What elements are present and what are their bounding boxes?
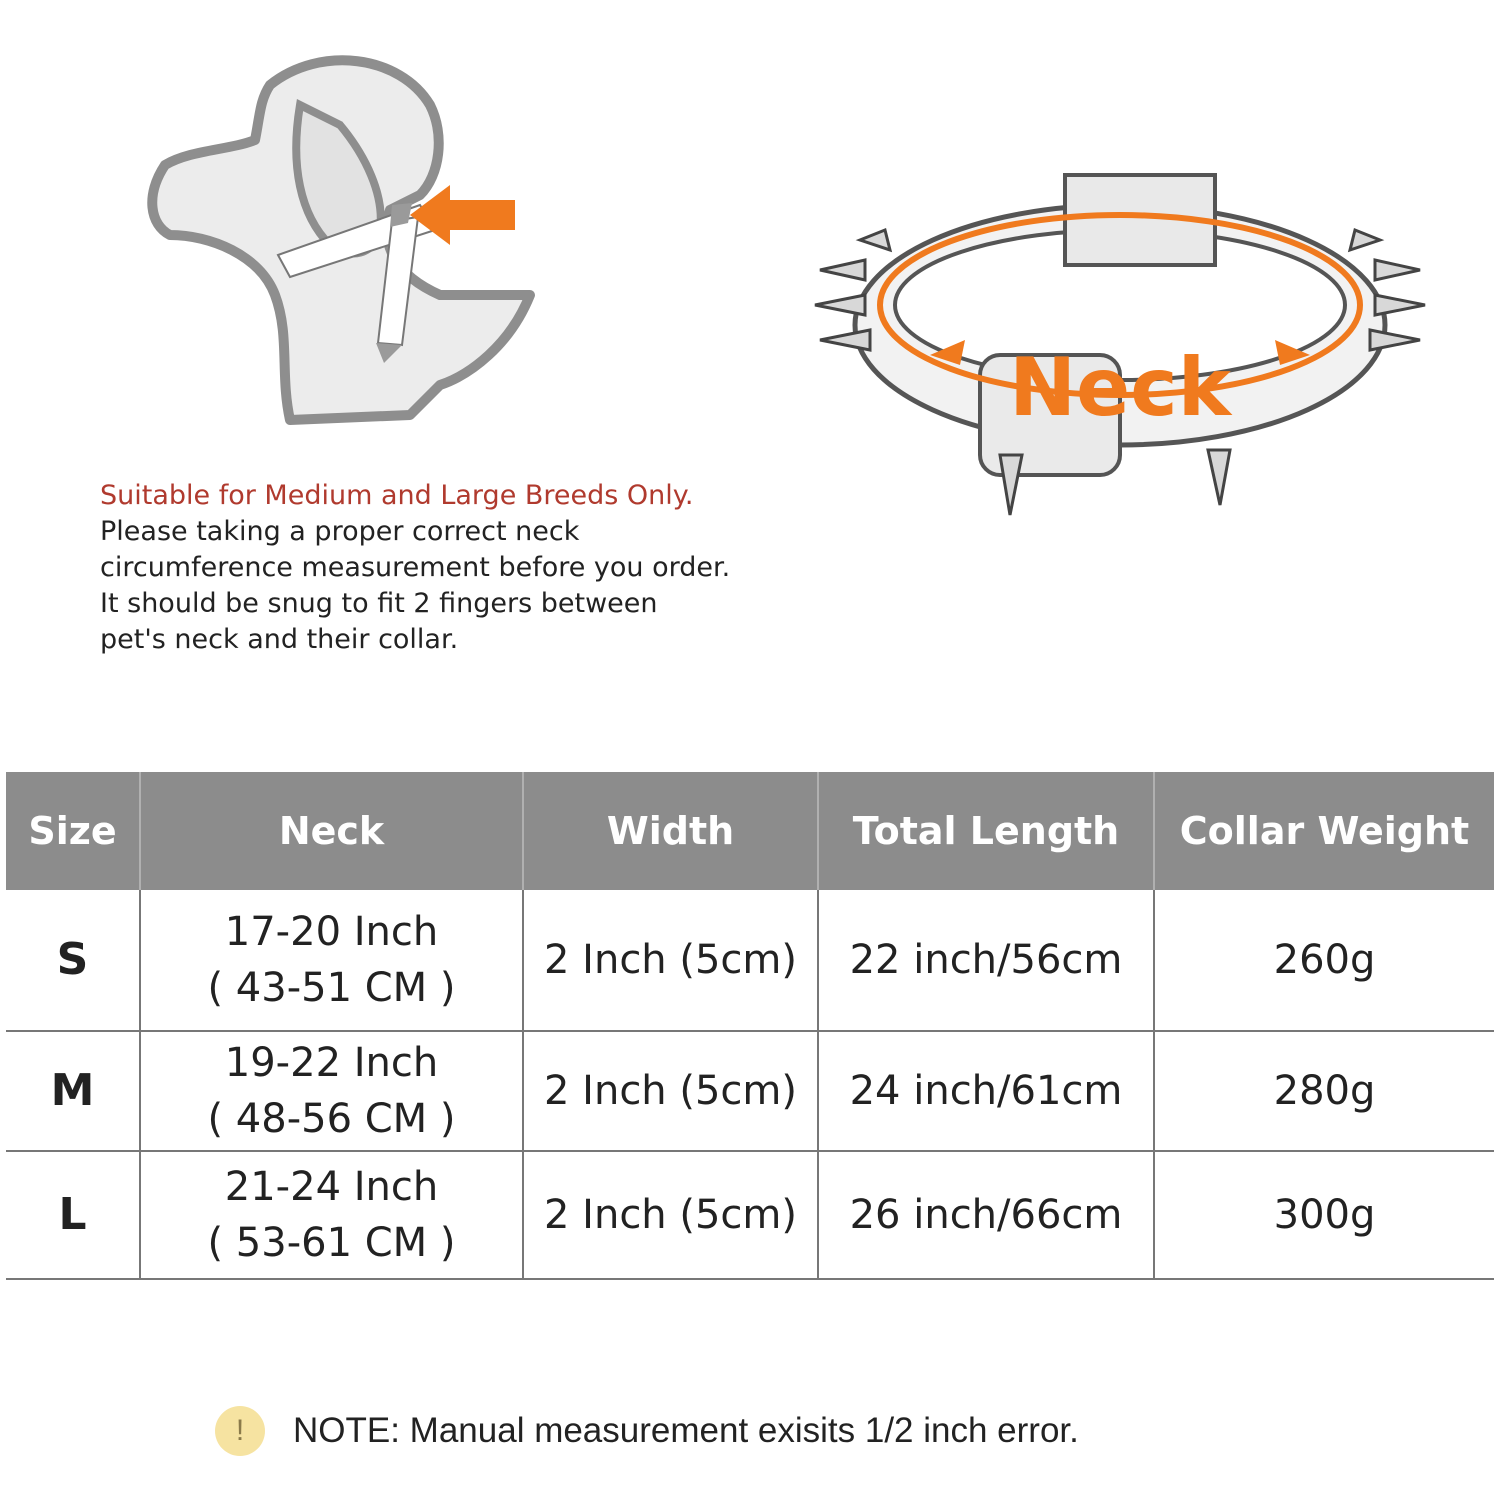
neck-inches: 21-24 Inch — [224, 1164, 439, 1210]
header-size: Size — [6, 772, 140, 890]
table-row — [6, 1031, 1494, 1151]
header-collar-weight: Collar Weight — [1154, 772, 1494, 890]
instruction-line: Please taking a proper correct neck — [100, 516, 580, 547]
neck-inches: 17-20 Inch — [224, 909, 439, 955]
header-neck: Neck — [140, 772, 523, 890]
warning-icon: ! — [215, 1406, 265, 1456]
table-row — [6, 890, 1494, 1031]
cell-neck — [140, 1031, 523, 1151]
cell-length: 22 inch/56cm — [818, 890, 1154, 1031]
table-header-row — [6, 772, 1494, 890]
instruction-line: circumference measurement before you order. — [100, 552, 731, 583]
size-chart-table — [6, 772, 1494, 1280]
neck-cm: ( 48-56 CM ) — [207, 1096, 456, 1142]
cell-weight: 260g — [1154, 890, 1494, 1031]
cell-weight: 300g — [1154, 1151, 1494, 1279]
collar-neck-label: Neck — [1009, 341, 1231, 434]
cell-weight: 280g — [1154, 1031, 1494, 1151]
table-row — [6, 1151, 1494, 1279]
neck-cm: ( 53-61 CM ) — [207, 1220, 456, 1266]
header-width: Width — [523, 772, 818, 890]
cell-width: 2 Inch (5cm) — [523, 890, 818, 1031]
cell-size: S — [6, 890, 140, 1031]
cell-width: 2 Inch (5cm) — [523, 1031, 818, 1151]
neck-cm: ( 43-51 CM ) — [207, 965, 456, 1011]
cell-length: 26 inch/66cm — [818, 1151, 1154, 1279]
instruction-line: pet's neck and their collar. — [100, 624, 459, 655]
cell-length: 24 inch/61cm — [818, 1031, 1154, 1151]
neck-inches: 19-22 Inch — [224, 1040, 439, 1086]
cell-size: L — [6, 1151, 140, 1279]
dog-measurement-icon — [140, 45, 550, 445]
header-total-length: Total Length — [818, 772, 1154, 890]
breed-warning: Suitable for Medium and Large Breeds Only. — [100, 480, 694, 511]
note-text: NOTE: Manual measurement exisits 1/2 inch error. — [293, 1411, 1079, 1450]
cell-size: M — [6, 1031, 140, 1151]
cell-neck — [140, 890, 523, 1031]
instruction-line: It should be snug to fit 2 fingers between — [100, 588, 658, 619]
sizing-instructions — [100, 478, 800, 658]
cell-neck — [140, 1151, 523, 1279]
measurement-note — [215, 1403, 1079, 1459]
spiked-collar-icon — [810, 155, 1430, 525]
cell-width: 2 Inch (5cm) — [523, 1151, 818, 1279]
